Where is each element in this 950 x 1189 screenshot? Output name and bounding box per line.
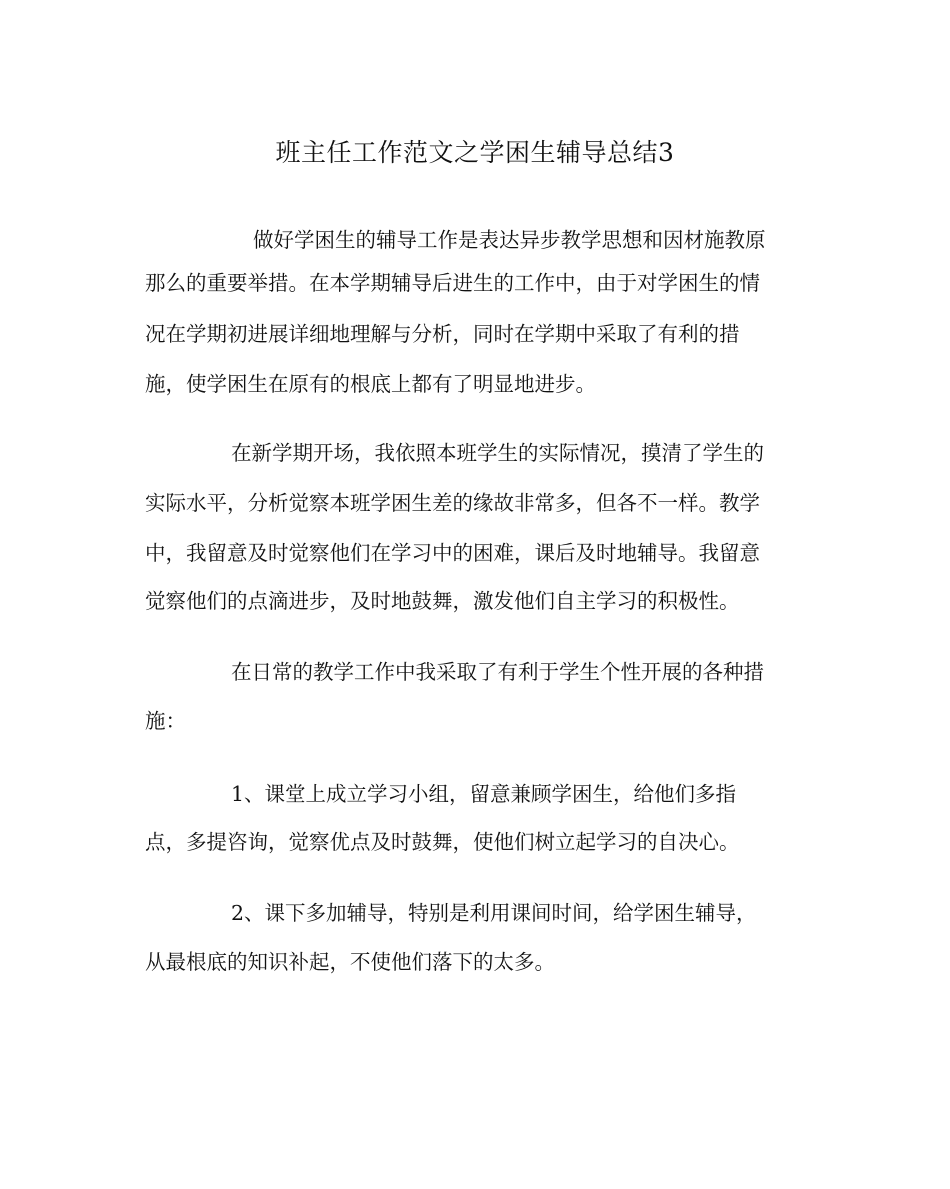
paragraph-2-line-3: 中，我留意及时觉察他们在学习中的困难，课后及时地辅导。我留意 (145, 541, 760, 565)
paragraph-1-line-2: 那么的重要举措。在本学期辅导后进生的工作中，由于对学困生的情 (145, 271, 760, 295)
document-title: 班主任工作范文之学困生辅导总结3 (275, 138, 675, 167)
paragraph-5-line-2: 从最根底的知识补起，不使他们落下的太多。 (145, 950, 555, 974)
paragraph-5-line-1: 2、课下多加辅导，特别是利用课间时间，给学困生辅导， (231, 901, 757, 925)
paragraph-3-line-2: 施： (145, 709, 186, 733)
paragraph-1-line-4: 施，使学困生在原有的根底上都有了明显地进步。 (145, 372, 596, 396)
paragraph-1-line-3: 况在学期初进展详细地理解与分析，同时在学期中采取了有利的措 (145, 322, 740, 346)
paragraph-2-line-4: 觉察他们的点滴进步，及时地鼓舞，激发他们自主学习的积极性。 (145, 589, 740, 613)
paragraph-1-line-1: 做好学困生的辅导工作是表达异步教学思想和因材施教原 (253, 228, 766, 252)
paragraph-4-line-2: 点，多提咨询，觉察优点及时鼓舞，使他们树立起学习的自决心。 (145, 830, 740, 854)
paragraph-2-line-1: 在新学期开场，我依照本班学生的实际情况，摸清了学生的 (231, 441, 764, 465)
paragraph-3-line-1: 在日常的教学工作中我采取了有利于学生个性开展的各种措 (231, 660, 764, 684)
paragraph-4-line-1: 1、课堂上成立学习小组，留意兼顾学困生，给他们多指 (231, 782, 737, 806)
paragraph-2-line-2: 实际水平，分析觉察本班学困生差的缘故非常多，但各不一样。教学 (145, 491, 760, 515)
